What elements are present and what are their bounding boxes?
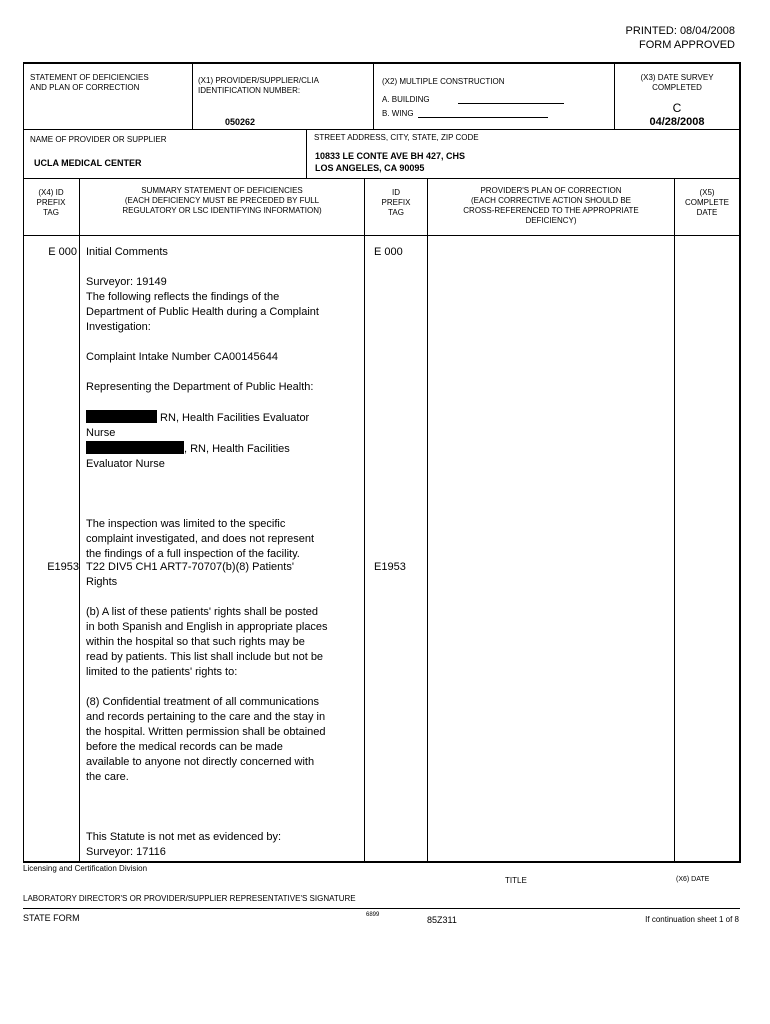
statement-label: STATEMENT OF DEFICIENCIES AND PLAN OF CORRECTION <box>30 73 149 92</box>
divider <box>674 178 675 862</box>
entry-tag: E 000 <box>48 246 77 258</box>
printed-date: PRINTED: 08/04/2008 <box>625 25 735 37</box>
entry-id-tag: E1953 <box>374 561 406 573</box>
x2-label: (X2) MULTIPLE CONSTRUCTION <box>382 77 505 86</box>
x3-label: (X3) DATE SURVEY COMPLETED <box>640 73 714 92</box>
x6-date-label: (X6) DATE <box>676 876 710 883</box>
frame-top <box>23 62 741 64</box>
x3-date: 04/28/2008 <box>649 116 705 128</box>
divider <box>23 129 740 130</box>
wing-field <box>418 117 548 118</box>
event-id: 85Z311 <box>427 915 457 925</box>
address-line1: 10833 LE CONTE AVE BH 427, CHS <box>315 151 466 161</box>
evaluator-text: , RN, Health Facilities Evaluator Nurse <box>86 443 290 470</box>
form-number: 6899 <box>366 912 380 918</box>
divider <box>364 178 365 862</box>
entry-paragraph: Representing the Department of Public Health: <box>86 381 314 393</box>
provider-name: UCLA MEDICAL CENTER <box>34 158 142 168</box>
entry-paragraph: (8) Confidential treatment of all communications and records pertaining to the care and the stay in the hospital. Written permission shall be obtained before the medical records can be made available to anyone not directly concerned with the care. <box>86 696 326 783</box>
col-x4-header: (X4) ID PREFIX TAG <box>36 188 66 217</box>
x3-code: C <box>672 101 682 115</box>
frame-left <box>23 62 24 862</box>
frame-right <box>739 62 741 862</box>
building-field <box>458 103 564 104</box>
entry-tag: E1953 <box>47 561 79 573</box>
address-line2: LOS ANGELES, CA 90095 <box>315 163 425 173</box>
evaluator-line-1 <box>86 410 361 441</box>
divider <box>306 129 307 178</box>
col-summary-header: SUMMARY STATEMENT OF DEFICIENCIES (EACH DEFICIENCY MUST BE PRECEDED BY FULL REGULATORY OR LSC IDENTIFYING INFORMATION) <box>122 186 322 215</box>
entry-paragraph: Initial Comments <box>86 246 168 258</box>
x1-label: (X1) PROVIDER/SUPPLIER/CLIA IDENTIFICATION NUMBER: <box>198 76 319 95</box>
continuation-sheet: If continuation sheet 1 of 8 <box>645 915 739 924</box>
entry-paragraph: This Statute is not met as evidenced by: Surveyor: 17116 <box>86 831 282 858</box>
entry-paragraph: Complaint Intake Number CA00145644 <box>86 351 279 363</box>
footer-rule <box>23 908 740 909</box>
divider <box>79 178 80 862</box>
col-plan-header: PROVIDER'S PLAN OF CORRECTION (EACH CORRECTIVE ACTION SHOULD BE CROSS-REFERENCED TO THE APPROPRIATE DEFICIENCY) <box>463 186 639 225</box>
divider <box>23 235 740 236</box>
col-x5-header: (X5) COMPLETE DATE <box>684 188 729 217</box>
entry-paragraph: Surveyor: 19149 The following reflects the findings of the Department of Public Health during a Complaint Investigation: <box>86 276 319 333</box>
entry-text-e000 <box>86 245 361 577</box>
state-form: STATE FORM <box>23 913 80 923</box>
entry-paragraph: T22 DIV5 CH1 ART7-70707(b)(8) Patients' Rights <box>86 561 294 588</box>
entry-text-e1953 <box>86 560 361 875</box>
evaluator-line-2 <box>86 441 361 472</box>
divider <box>23 178 740 179</box>
title-label: TITLE <box>505 876 527 885</box>
redaction-bar <box>86 410 157 423</box>
address-label: STREET ADDRESS, CITY, STATE, ZIP CODE <box>314 133 479 142</box>
signature-label: LABORATORY DIRECTOR'S OR PROVIDER/SUPPLIER REPRESENTATIVE'S SIGNATURE <box>23 894 356 903</box>
provider-name-label: NAME OF PROVIDER OR SUPPLIER <box>30 135 167 144</box>
building-label: A. BUILDING <box>382 95 430 104</box>
division-label: Licensing and Certification Division <box>23 864 148 873</box>
divider <box>427 178 428 862</box>
divider <box>373 62 374 129</box>
entry-paragraph: (b) A list of these patients' rights shall be posted in both Spanish and English in appropriate places within the hospital so that such rights may be read by patients. This list shall include but not be limited to the patients' rights to: <box>86 606 328 678</box>
evaluator-text: RN, Health Facilities Evaluator Nurse <box>86 412 310 439</box>
x1-value: 050262 <box>225 117 256 127</box>
entry-paragraph: The inspection was limited to the specific complaint investigated, and does not represent the findings of a full inspection of the facility. <box>86 518 315 560</box>
wing-label: B. WING <box>382 109 414 118</box>
divider <box>192 62 193 129</box>
entry-id-tag: E 000 <box>374 246 403 258</box>
col-id-header: ID PREFIX TAG <box>381 188 411 217</box>
form-approved: FORM APPROVED <box>639 39 735 51</box>
redaction-bar <box>86 441 184 454</box>
